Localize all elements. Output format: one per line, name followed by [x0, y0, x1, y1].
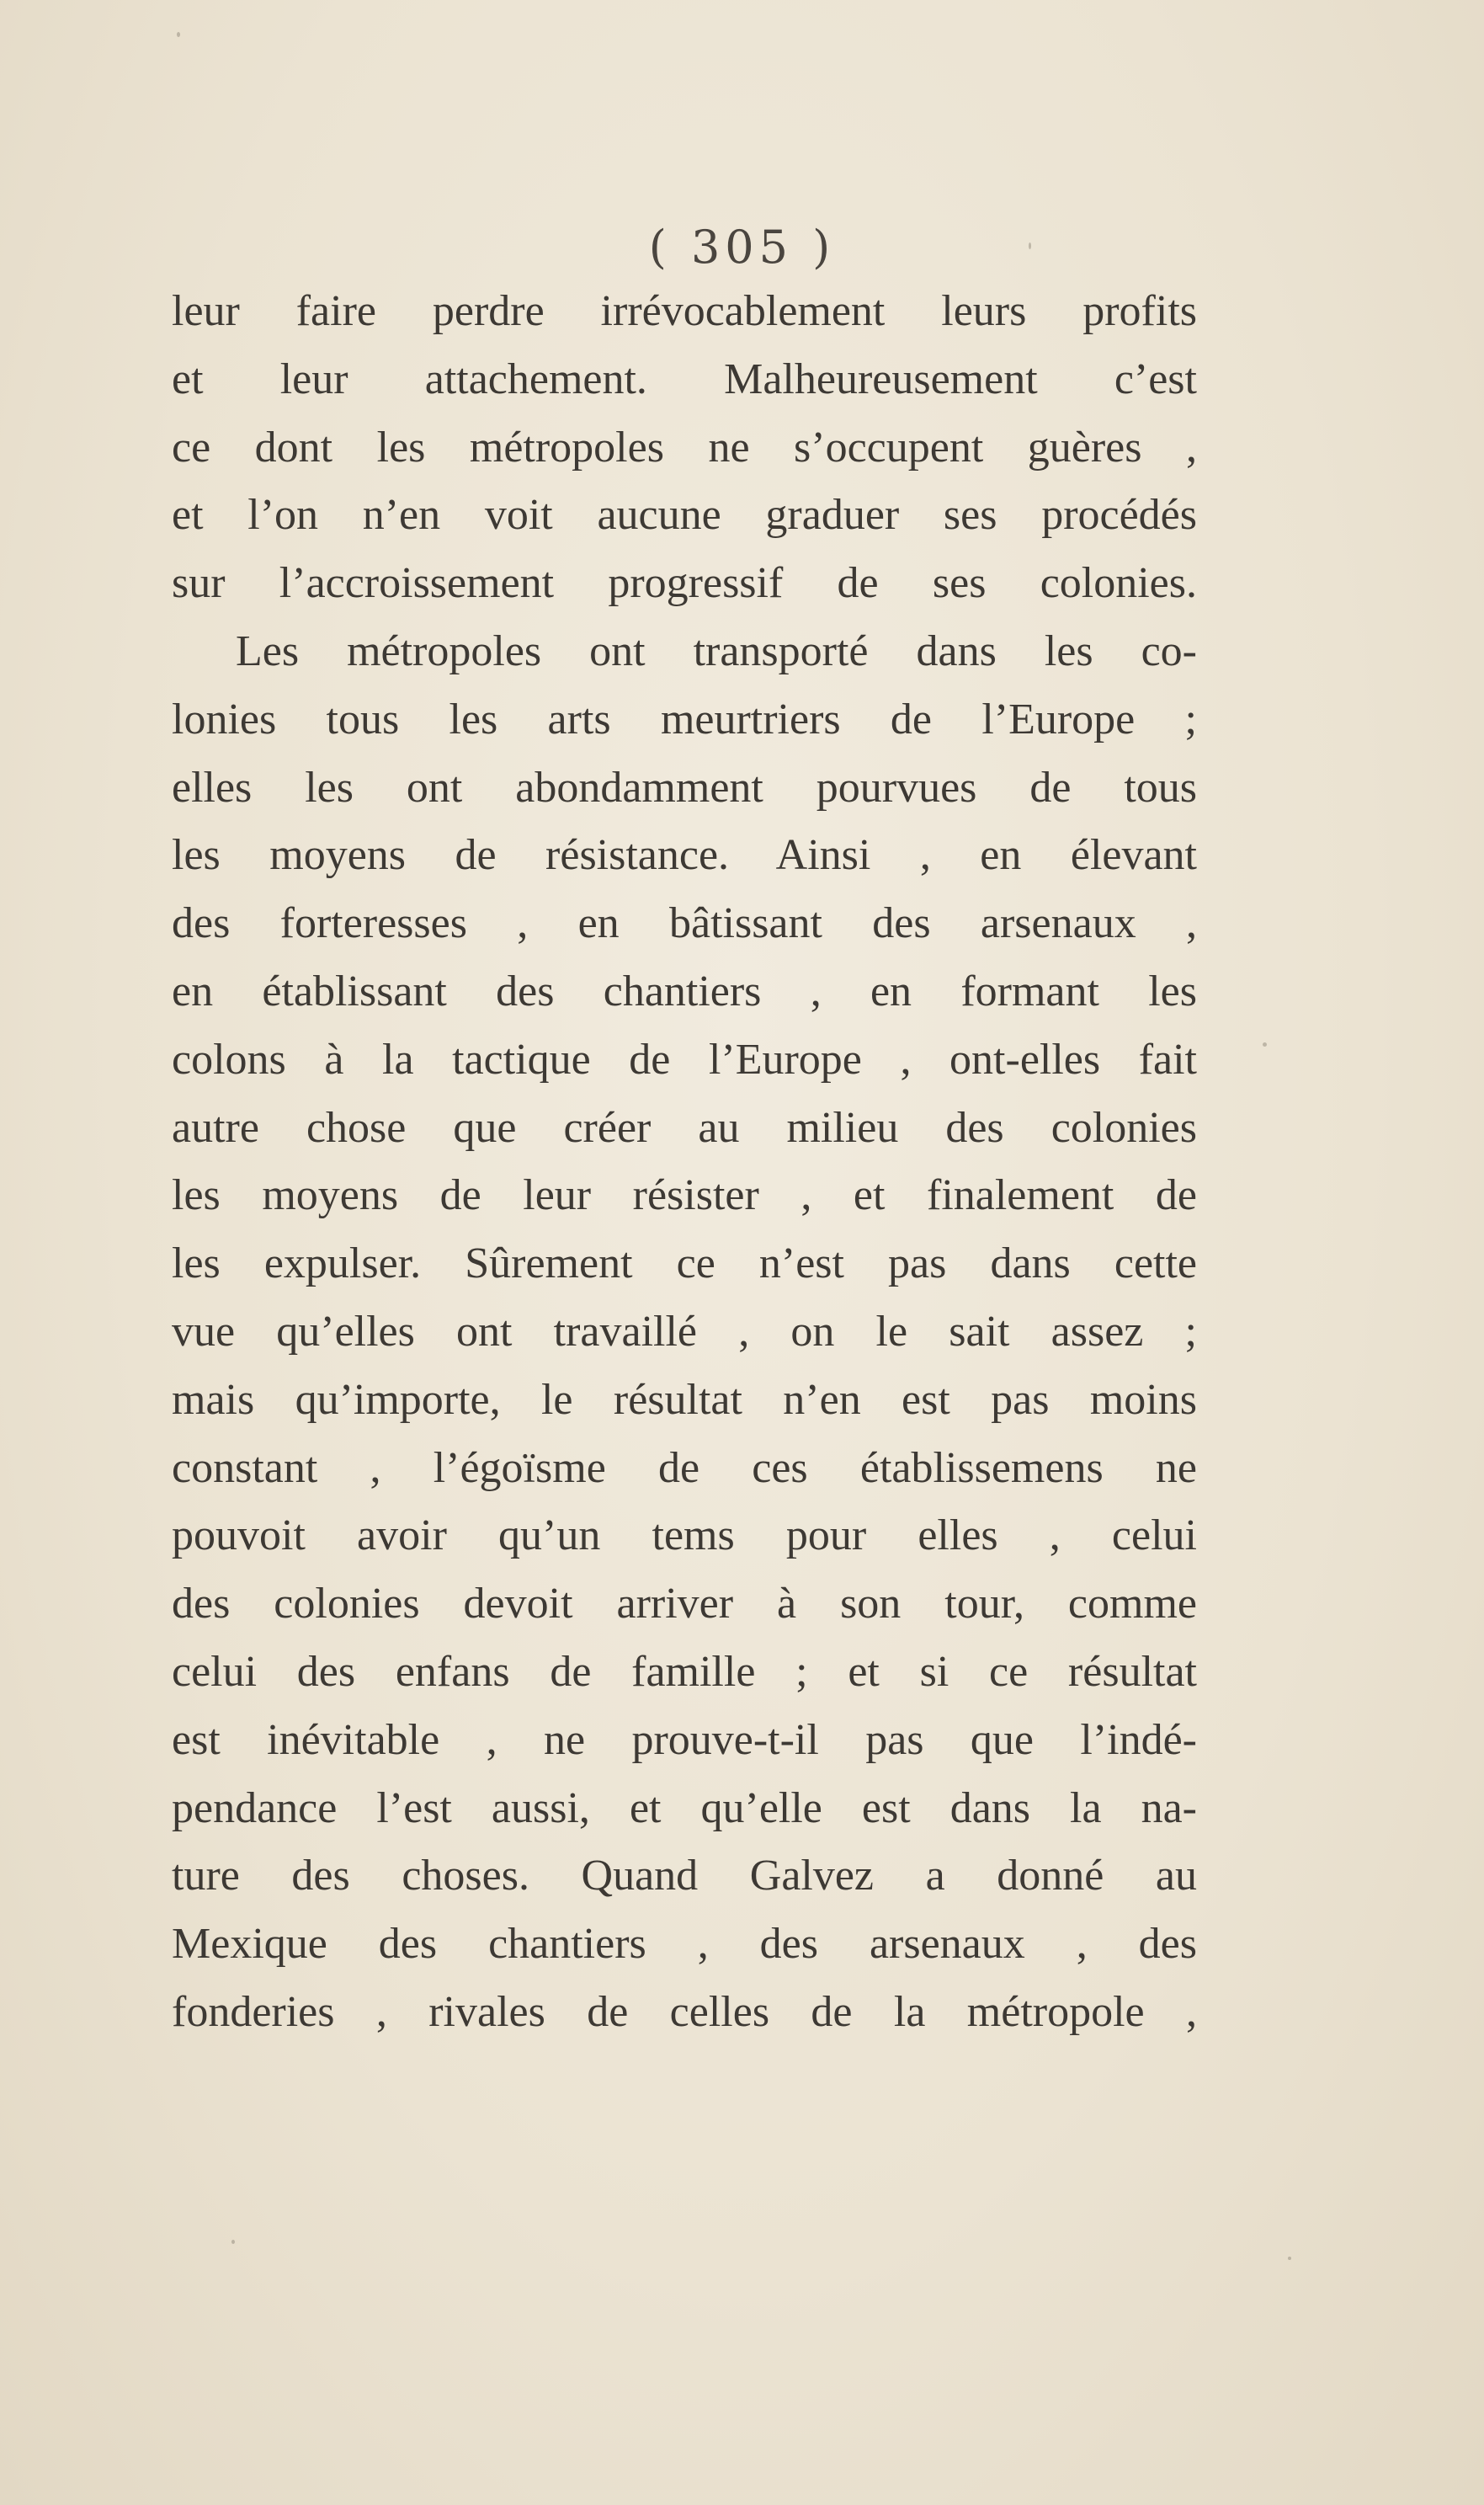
text-line: les moyens de résistance. Ainsi , en élevant	[172, 831, 1197, 880]
text-line: ce dont les métropoles ne s’occupent guères ,	[172, 423, 1197, 472]
paper-speck	[1263, 1042, 1267, 1047]
text-line: pouvoit avoir qu’un tems pour elles , celui	[172, 1511, 1197, 1560]
text-line: fonderies , rivales de celles de la métropole ,	[172, 1987, 1197, 2036]
text-line: vue qu’elles ont travaillé , on le sait assez ;	[172, 1307, 1197, 1356]
text-line: des colonies devoit arriver à son tour, comme	[172, 1580, 1197, 1628]
text-line: Les métropoles ont transporté dans les co-	[236, 626, 1197, 675]
text-line: des forteresses , en bâtissant des arsenaux ,	[172, 899, 1197, 948]
text-line: leur faire perdre irrévocablement leurs profits	[172, 287, 1197, 335]
text-line: Mexique des chantiers , des arsenaux , des	[172, 1920, 1197, 1969]
text-line: et l’on n’en voit aucune graduer ses procédés	[172, 491, 1197, 540]
text-line: les expulser. Sûrement ce n’est pas dans cette	[172, 1239, 1197, 1288]
text-line: et leur attachement. Malheureusement c’est	[172, 354, 1197, 403]
page-number: ( 305 )	[648, 221, 836, 274]
text-line: colons à la tactique de l’Europe , ont-elles fait	[172, 1035, 1197, 1084]
text-line: sur l’accroissement progressif de ses colonies.	[172, 559, 1197, 608]
text-line: celui des enfans de famille ; et si ce résultat	[172, 1647, 1197, 1696]
paper-speck	[1029, 243, 1031, 249]
text-line: les moyens de leur résister , et finalement de	[172, 1171, 1197, 1220]
text-line: est inévitable , ne prouve-t-il pas que l’indé-	[172, 1715, 1197, 1764]
text-line: elles les ont abondamment pourvues de tous	[172, 763, 1197, 812]
text-line: pendance l’est aussi, et qu’elle est dans la na-	[172, 1783, 1197, 1832]
text-line: lonies tous les arts meurtriers de l’Europe ;	[172, 695, 1197, 744]
text-line: mais qu’importe, le résultat n’en est pas moins	[172, 1375, 1197, 1424]
text-line: en établissant des chantiers , en formant les	[172, 967, 1197, 1015]
text-line: constant , l’égoïsme de ces établissemens ne	[172, 1443, 1197, 1492]
text-line: ture des choses. Quand Galvez a donné au	[172, 1852, 1197, 1900]
paper-speck	[231, 2240, 235, 2244]
text-line: autre chose que créer au milieu des colonies	[172, 1103, 1197, 1152]
body-text	[172, 278, 1197, 2047]
paper-speck	[1288, 2257, 1291, 2260]
paper-speck	[177, 32, 180, 37]
